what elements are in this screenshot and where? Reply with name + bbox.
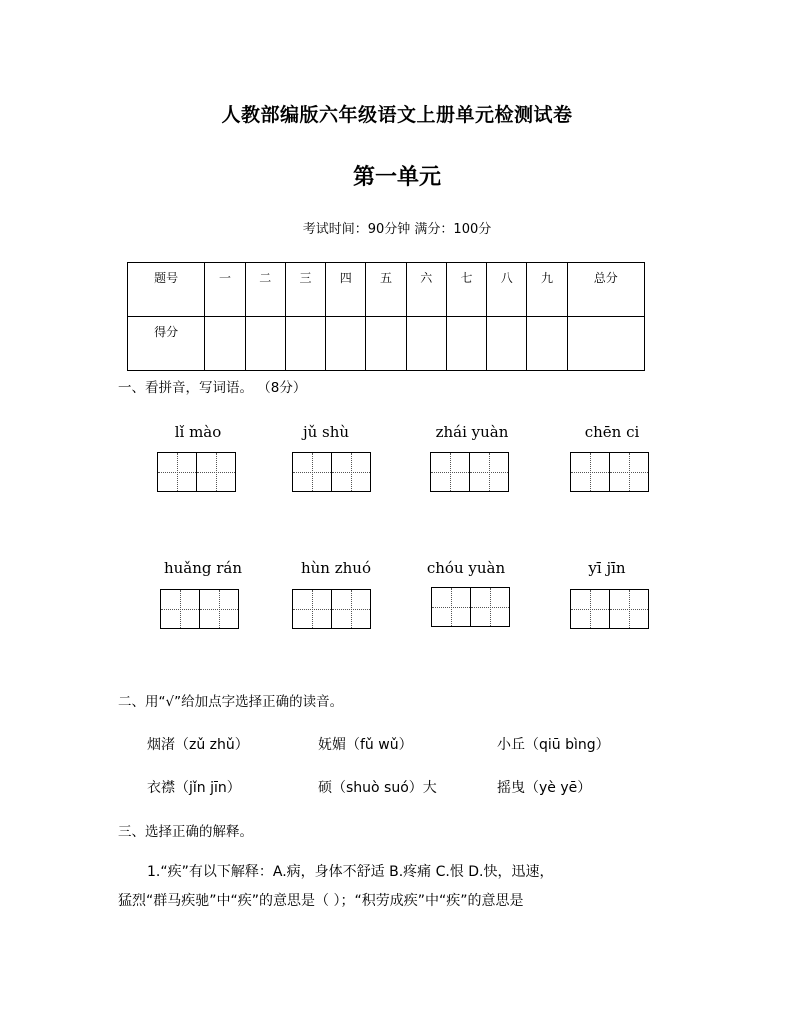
score-input-cell[interactable] xyxy=(446,317,486,371)
score-input-cell[interactable] xyxy=(245,317,285,371)
pinyin-label: huǎng rán xyxy=(163,559,243,577)
pinyin-label: zhái yuàn xyxy=(435,423,509,441)
reading-choice[interactable]: 衣襟（jǐn jīn） xyxy=(147,780,241,796)
score-table-header-row xyxy=(128,263,645,317)
score-input-cell[interactable] xyxy=(285,317,325,371)
score-input-cell[interactable] xyxy=(527,317,567,371)
section2-heading: 二、用“√”给加点字选择正确的读音。 xyxy=(118,694,344,710)
document-title: 人教部编版六年级语文上册单元检测试卷 xyxy=(221,104,573,126)
score-cell: 八 xyxy=(487,263,527,317)
reading-choice[interactable]: 硕（shuò suó）大 xyxy=(318,780,437,796)
score-cell: 题号 xyxy=(128,263,205,317)
score-cell: 二 xyxy=(245,263,285,317)
score-table xyxy=(127,262,645,371)
exam-meta: 考试时间：90分钟 满分：100分 xyxy=(302,222,492,237)
pinyin-label: jǔ shù xyxy=(302,423,350,441)
score-cell: 一 xyxy=(205,263,245,317)
score-cell: 四 xyxy=(326,263,366,317)
writing-grid[interactable] xyxy=(570,452,649,492)
question-text-line: 1.“疾”有以下解释：A.病，身体不舒适 B.疼痛 C.恨 D.快，迅速， xyxy=(147,864,554,880)
writing-grid[interactable] xyxy=(160,589,239,629)
score-input-cell[interactable] xyxy=(487,317,527,371)
pinyin-label: chóu yuàn xyxy=(426,559,506,577)
unit-title: 第一单元 xyxy=(352,164,441,190)
score-cell: 三 xyxy=(285,263,325,317)
score-label-cell: 得分 xyxy=(128,317,205,371)
pinyin-label: hùn zhuó xyxy=(300,559,371,577)
writing-grid[interactable] xyxy=(292,589,371,629)
writing-grid[interactable] xyxy=(431,587,510,627)
score-cell: 六 xyxy=(406,263,446,317)
writing-grid[interactable] xyxy=(157,452,236,492)
pinyin-label: lǐ mào xyxy=(174,423,222,441)
question-text-line: 猛烈“群马疾驰”中“疾”的意思是（ ）；“积劳成疾”中“疾”的意思是 xyxy=(118,893,524,909)
reading-choice[interactable]: 妩媚（fǔ wǔ） xyxy=(318,737,413,753)
score-input-cell[interactable] xyxy=(366,317,406,371)
score-table-score-row xyxy=(128,317,645,371)
score-input-cell[interactable] xyxy=(326,317,366,371)
pinyin-label: chēn ci xyxy=(584,423,640,441)
writing-grid[interactable] xyxy=(292,452,371,492)
score-cell: 五 xyxy=(366,263,406,317)
score-input-cell[interactable] xyxy=(406,317,446,371)
reading-choice[interactable]: 烟渚（zǔ zhǔ） xyxy=(147,737,249,753)
section1-heading: 一、看拼音，写词语。 （8分） xyxy=(118,380,307,396)
score-input-cell[interactable] xyxy=(567,317,644,371)
reading-choice[interactable]: 小丘（qiū bìng） xyxy=(497,737,610,753)
writing-grid[interactable] xyxy=(570,589,649,629)
reading-choice[interactable]: 摇曳（yè yē） xyxy=(497,780,592,796)
writing-grid[interactable] xyxy=(430,452,509,492)
section3-heading: 三、选择正确的解释。 xyxy=(118,824,253,840)
score-cell: 九 xyxy=(527,263,567,317)
score-input-cell[interactable] xyxy=(205,317,245,371)
score-cell: 七 xyxy=(446,263,486,317)
pinyin-label: yī jīn xyxy=(588,559,626,577)
score-cell: 总分 xyxy=(567,263,644,317)
